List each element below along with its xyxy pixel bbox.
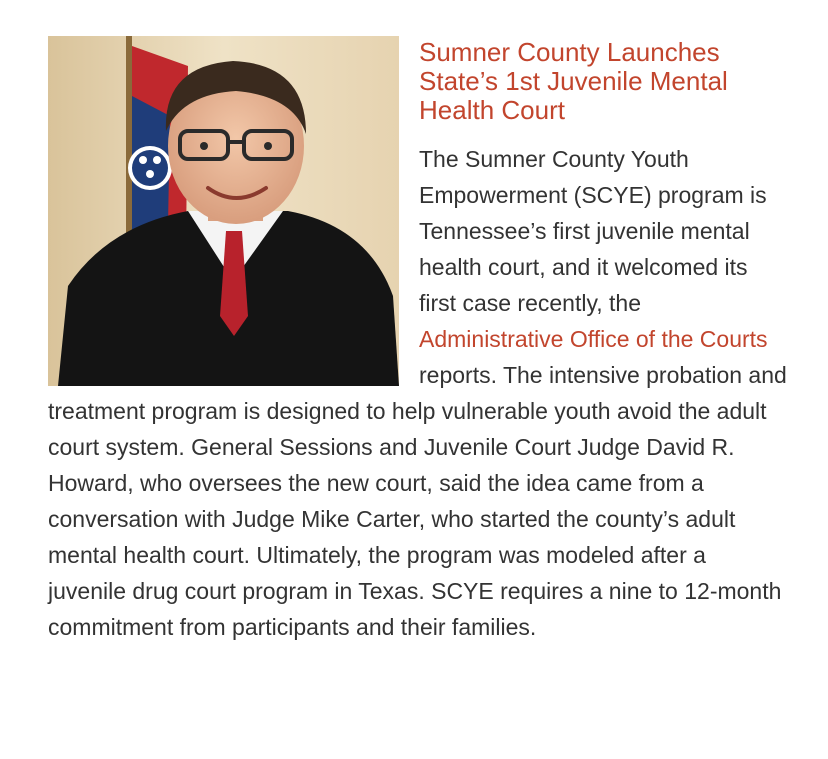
article bbox=[48, 36, 788, 645]
article-headline: Sumner County Launches State’s 1st Juvenile Mental Health Court bbox=[419, 37, 728, 125]
judge-portrait-image bbox=[48, 36, 399, 386]
body-text-part1: The Sumner County Youth Empowerment (SCYE) program is Tennessee’s first juvenile mental health court, and it welcomed its first case recently, the bbox=[419, 146, 767, 316]
aoc-link[interactable]: Administrative Office of the Courts bbox=[419, 326, 768, 352]
body-text-part2: reports. The intensive probation and treatment program is designed to help vulnerable youth avoid the adult court system. General Sessions and Juvenile Court Judge David R. Howard, who oversees the new court, said the idea came from a conversation with Judge Mike Carter, who started the county’s adult mental health court. Ultimately, the program was modeled after a juvenile drug court program in Texas. SCYE requires a nine to 12-month commitment from participants and their families. bbox=[48, 362, 787, 640]
